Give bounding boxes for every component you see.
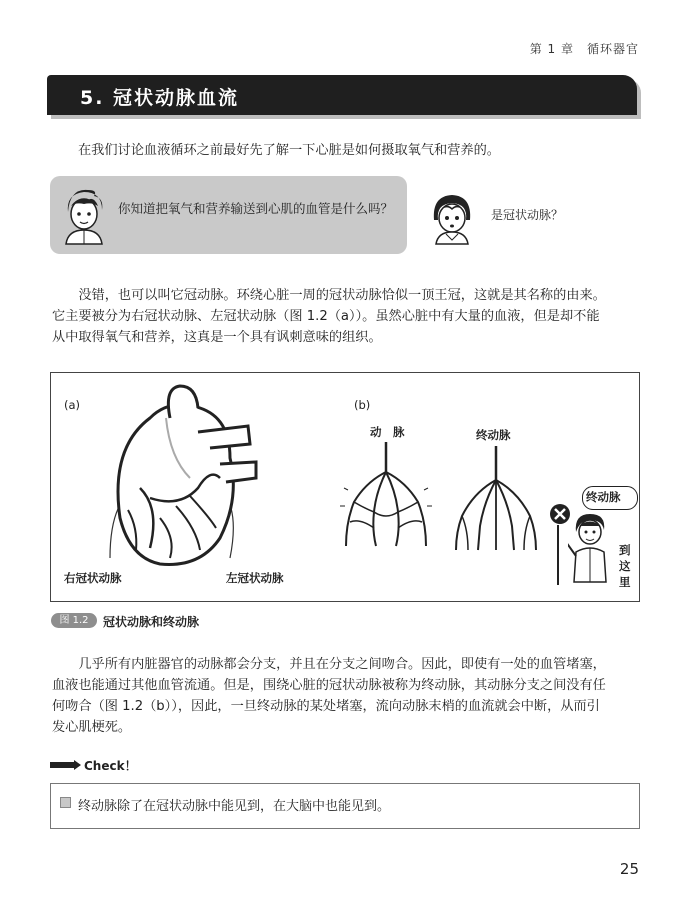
check-text: 终动脉除了在冠状动脉中能见到，在大脑中也能见到。 bbox=[78, 799, 391, 814]
paragraph-line: 发心肌梗死。 bbox=[52, 720, 132, 735]
sign-pole-icon bbox=[556, 525, 560, 585]
section-title: 5. 冠状动脉血流 bbox=[80, 87, 240, 109]
student-character-icon bbox=[426, 190, 478, 246]
paragraph-line: 没错，也可以叫它冠动脉。环绕心脏一周的冠状动脉恰似一顶王冠，这就是其名称的由来。 bbox=[52, 288, 606, 303]
paragraph-line: 血液也能通过其他血管流通。但是，围绕心脏的冠状动脉被称为终动脉，其动脉分支之间没有任 bbox=[52, 678, 606, 693]
intro-text: 在我们讨论血液循环之前最好先了解一下心脏是如何摄取氧气和营养的。 bbox=[78, 143, 500, 158]
anastomosing-artery-diagram bbox=[336, 442, 436, 552]
end-artery-diagram bbox=[448, 446, 544, 552]
checkbox-icon bbox=[60, 797, 71, 808]
figure-number-badge: 图 1.2 bbox=[51, 613, 97, 628]
check-marker-bar bbox=[50, 762, 76, 768]
paragraph-line: 它主要被分为右冠状动脉、左冠状动脉（图 1.2（a））。虽然心脏中有大量的血液，但是却不能 bbox=[52, 309, 600, 324]
chapter-header: 第 1 章 循环器官 bbox=[529, 42, 639, 56]
artery-label: 动 脉 bbox=[370, 425, 405, 439]
heart-illustration bbox=[80, 378, 280, 578]
arrive-char-1: 到 bbox=[619, 543, 631, 557]
doctor-pointing-icon bbox=[568, 512, 612, 584]
dialog-answer: 是冠状动脉？ bbox=[491, 208, 564, 222]
right-coronary-label: 右冠状动脉 bbox=[64, 571, 122, 585]
paragraph-line: 何吻合（图 1.2（b）），因此，一旦终动脉的某处堵塞，流向动脉末梢的血流就会中断，从而引 bbox=[52, 699, 600, 714]
figure-caption: 冠状动脉和终动脉 bbox=[103, 615, 200, 629]
left-coronary-label: 左冠状动脉 bbox=[226, 571, 284, 585]
check-arrow-icon bbox=[74, 760, 81, 770]
page-number: 25 bbox=[619, 860, 639, 878]
arrive-char-3: 里 bbox=[619, 575, 631, 589]
paragraph-line: 几乎所有内脏器官的动脉都会分支，并且在分支之间吻合。因此，即使有一处的血管堵塞， bbox=[52, 657, 606, 672]
dialog-question: 你知道把氧气和营养输送到心肌的血管是什么吗？ bbox=[118, 201, 394, 216]
doctor-character-icon bbox=[58, 186, 110, 246]
arrive-char-2: 这 bbox=[619, 559, 631, 573]
paragraph-line: 从中取得氧气和营养，这真是一个具有讽刺意味的组织。 bbox=[52, 330, 382, 345]
end-artery-label: 终动脉 bbox=[476, 428, 511, 442]
speech-bubble-text: 终动脉 bbox=[586, 490, 621, 504]
panel-b-label: (b) bbox=[354, 398, 371, 412]
check-label: Check！ bbox=[84, 759, 137, 773]
panel-a-label: (a) bbox=[64, 398, 81, 412]
